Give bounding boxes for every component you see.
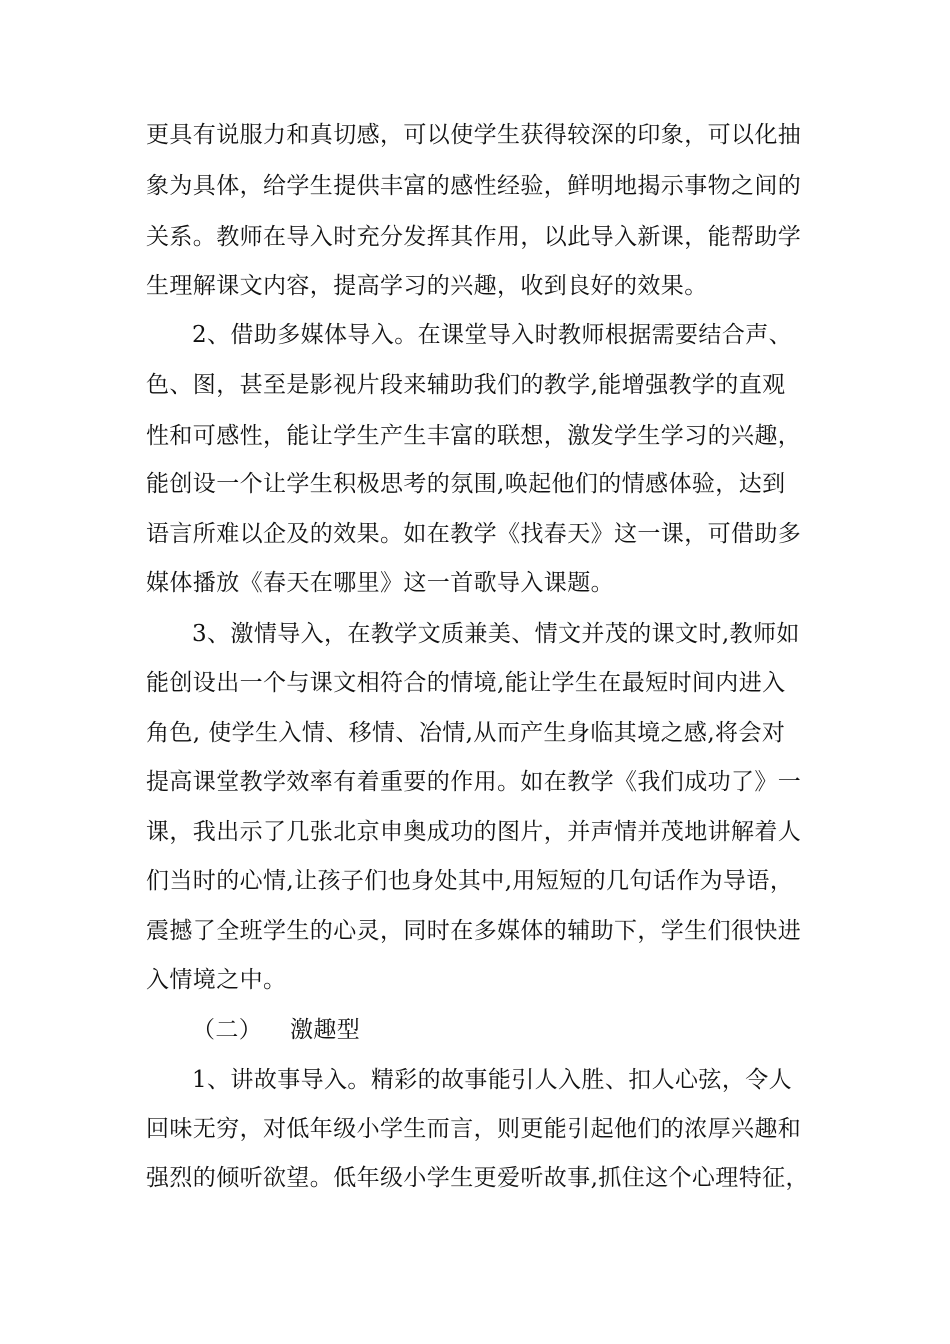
paragraph-line: 能创设出一个与课文相符合的情境,能让学生在最短时间内进入	[146, 670, 786, 696]
paragraph-line: 课，我出示了几张北京申奥成功的图片，并声情并茂地讲解着人	[146, 819, 802, 845]
paragraph-line: 关系。教师在导入时充分发挥其作用，以此导入新课，能帮助学	[146, 224, 802, 250]
paragraph-line: 角色, 使学生入情、移情、冶情,从而产生身临其境之感,将会对	[146, 720, 786, 746]
paragraph-line: 入情境之中。	[146, 967, 287, 993]
paragraph-line: 更具有说服力和真切感，可以使学生获得较深的印象，可以化抽	[146, 122, 802, 148]
paragraph-line: 2、借助多媒体导入。在课堂导入时教师根据需要结合声、	[192, 322, 793, 348]
paragraph-line: 震撼了全班学生的心灵，同时在多媒体的辅助下，学生们很快进	[146, 918, 802, 944]
section-heading-title: 激趣型	[290, 1017, 361, 1043]
paragraph-line: 1、讲故事导入。精彩的故事能引人入胜、扣人心弦，令人	[192, 1067, 793, 1093]
paragraph-line: 媒体播放《春天在哪里》这一首歌导入课题。	[146, 570, 614, 596]
paragraph-line: 象为具体，给学生提供丰富的感性经验，鲜明地揭示事物之间的	[146, 173, 802, 199]
section-heading-number: （二）	[192, 1017, 263, 1043]
paragraph-line: 语言所难以企及的效果。如在教学《找春天》这一课，可借助多	[146, 521, 802, 547]
paragraph-line: 们当时的心情,让孩子们也身处其中,用短短的几句话作为导语，	[146, 868, 794, 894]
paragraph-line: 回味无穷，对低年级小学生而言，则更能引起他们的浓厚兴趣和	[146, 1116, 802, 1142]
paragraph-line: 性和可感性，能让学生产生丰富的联想，激发学生学习的兴趣，	[146, 423, 802, 449]
paragraph-line: 3、激情导入，在教学文质兼美、情文并茂的课文时,教师如	[192, 621, 800, 647]
paragraph-line: 强烈的倾听欲望。低年级小学生更爱听故事,抓住这个心理特征，	[146, 1165, 809, 1191]
paragraph-line: 色、图，甚至是影视片段来辅助我们的教学,能增强教学的直观	[146, 372, 786, 398]
paragraph-line: 能创设一个让学生积极思考的氛围,唤起他们的情感体验，达到	[146, 471, 786, 497]
paragraph-line: 提高课堂教学效率有着重要的作用。如在教学《我们成功了》一	[146, 769, 802, 795]
paragraph-line: 生理解课文内容，提高学习的兴趣，收到良好的效果。	[146, 273, 708, 299]
